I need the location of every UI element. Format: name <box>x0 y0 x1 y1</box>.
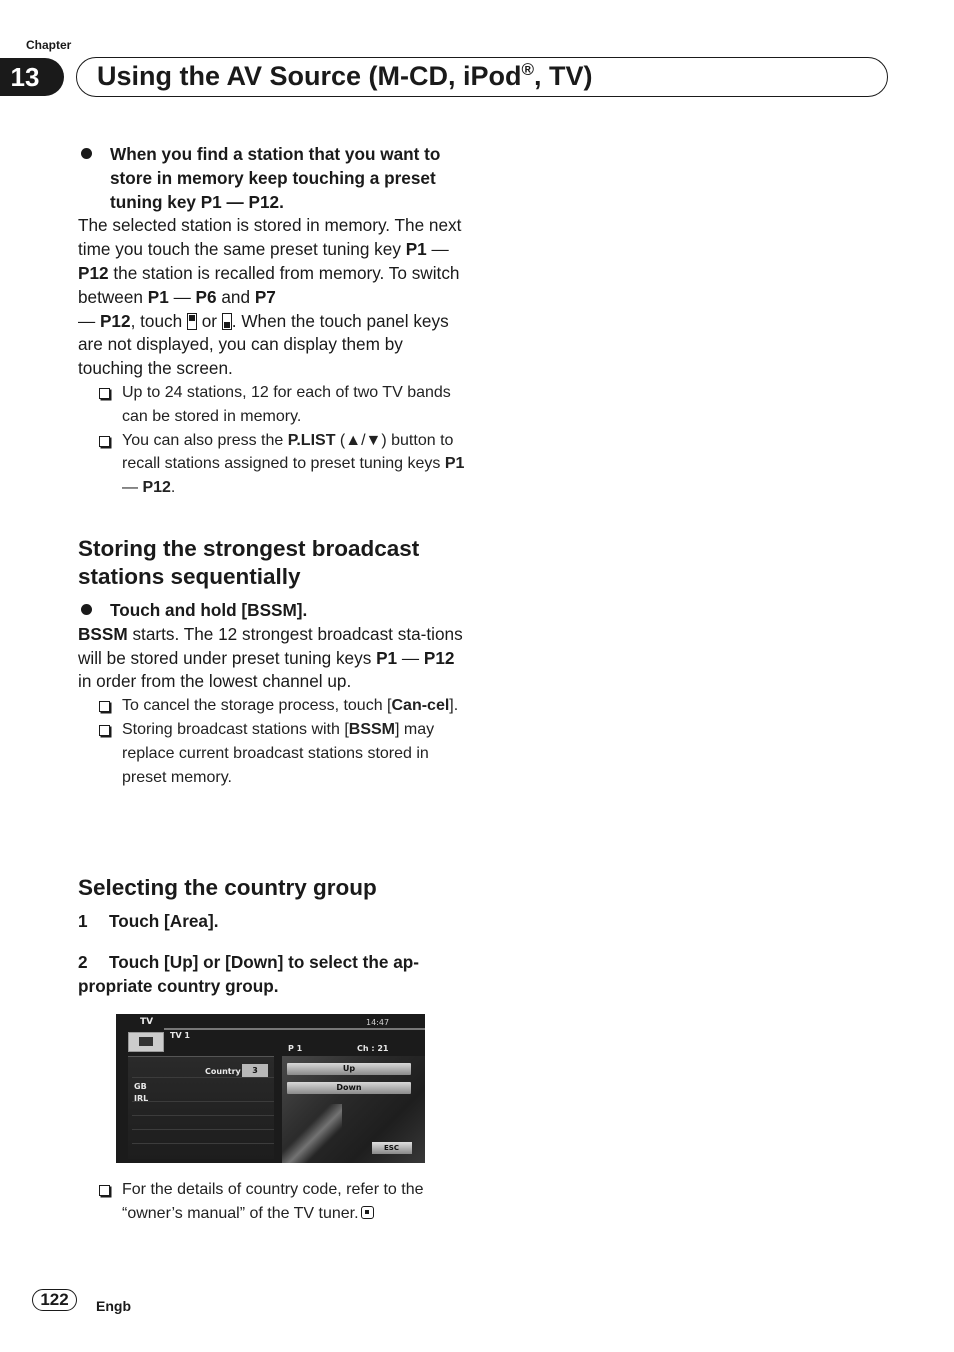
key-label: P12 <box>423 647 455 668</box>
bullet-dot-icon <box>81 604 92 615</box>
step-number: 1 <box>78 911 88 931</box>
dash: — <box>397 647 424 668</box>
section-country-note <box>78 1178 470 1226</box>
section-bssm <box>78 535 470 789</box>
chapter-title-box <box>76 57 888 97</box>
tv-country-screenshot <box>116 1014 425 1163</box>
channel-label: Ch : 21 <box>357 1044 389 1053</box>
note-text: ] may replace current broadcast stations stored in preset memory. <box>122 720 435 786</box>
dash: — <box>122 479 143 497</box>
key-label: BSSM <box>348 720 396 738</box>
body-text: , touch <box>130 310 187 331</box>
key-label: P12 <box>99 310 131 331</box>
down-button[interactable]: Down <box>287 1082 411 1094</box>
note-text: (▲/▼) button to recall stations assigned to preset tuning keys <box>122 431 454 473</box>
note-text: Up to 24 stations, 12 for each of two TV bands can be stored in memory. <box>122 383 451 425</box>
key-label: P6 <box>195 286 217 307</box>
step-2 <box>78 951 470 999</box>
note-checkbox-icon <box>99 436 110 447</box>
key-label: P1 <box>405 239 427 260</box>
key-label: P7 <box>254 286 276 307</box>
list-divider <box>132 1115 274 1116</box>
light-sweep-decoration <box>282 1104 342 1163</box>
step-text: Touch [Area]. <box>109 911 219 931</box>
instruction-text: When you find a station that you want to store in memory keep touching a preset tuning key P1 — P12. <box>110 144 441 212</box>
instruction-bullet <box>78 599 470 623</box>
page-number: 122 <box>32 1289 77 1311</box>
list-divider <box>132 1143 274 1144</box>
note-item <box>78 381 470 429</box>
tv-source-icon <box>128 1032 164 1052</box>
step-text: Touch [Up] or [Down] to select the ap-propriate country group. <box>78 951 419 996</box>
note-item <box>78 429 470 500</box>
step-1 <box>78 910 470 934</box>
chapter-label: Chapter <box>26 38 72 52</box>
note-text: For the details of country code, refer to the “owner’s manual” of the TV tuner. <box>122 1181 424 1222</box>
list-divider <box>132 1129 274 1130</box>
section-heading: Storing the strongest broadcast stations sequentially <box>78 536 420 589</box>
chapter-title-end: , TV) <box>534 61 593 91</box>
key-label: P12 <box>78 262 109 283</box>
list-divider <box>132 1101 274 1102</box>
band-label: TV 1 <box>170 1031 190 1040</box>
key-label: P.LIST <box>287 431 336 449</box>
instruction-bullet <box>78 143 470 214</box>
country-label: Country <box>205 1067 241 1076</box>
dash: — <box>168 286 196 307</box>
dash: — <box>426 239 449 260</box>
note-checkbox-icon <box>99 388 110 399</box>
dash: — <box>78 310 100 331</box>
note-text: Storing broadcast stations with [ <box>122 720 349 738</box>
chapter-number-tab: 13 <box>0 58 64 96</box>
language-code: Engb <box>96 1298 131 1314</box>
instruction-text: Touch and hold [BSSM]. <box>110 600 308 620</box>
list-item[interactable]: GB <box>134 1082 147 1091</box>
list-divider <box>132 1077 274 1078</box>
note-item <box>78 718 470 789</box>
clock: 14:47 <box>366 1018 390 1027</box>
preset-label: P 1 <box>288 1044 303 1053</box>
note-item <box>78 694 470 718</box>
step-number: 2 <box>78 951 88 972</box>
key-label: P12 <box>142 479 171 497</box>
chapter-title <box>97 60 593 92</box>
tv-source-label: TV <box>140 1017 154 1027</box>
body-paragraph <box>78 623 470 694</box>
note-checkbox-icon <box>99 701 110 712</box>
note-item <box>78 1178 470 1226</box>
key-label: P1 <box>444 455 465 473</box>
key-label: P1 <box>147 286 169 307</box>
up-button[interactable]: Up <box>287 1063 411 1075</box>
top-divider <box>164 1028 425 1030</box>
key-label: Can-cel <box>391 697 450 715</box>
body-text: in order from the lowest channel up. <box>78 671 352 692</box>
body-text: starts. The 12 strongest broadcast sta-tions will be stored under preset tuning keys <box>78 623 463 668</box>
chapter-title-main: Using the AV Source (M-CD, iPod <box>97 61 522 91</box>
preset-down-touch-icon <box>222 313 232 330</box>
note-checkbox-icon <box>99 1185 110 1196</box>
country-value: 3 <box>242 1064 268 1077</box>
note-text: . <box>170 479 176 497</box>
key-label: BSSM <box>78 623 128 644</box>
note-text: To cancel the storage process, touch [ <box>122 697 392 715</box>
body-text: the station is recalled from memory. To switch between <box>78 262 460 307</box>
body-text: The selected station is stored in memory. The next time you touch the same preset tuning key <box>78 215 462 260</box>
note-checkbox-icon <box>99 725 110 736</box>
end-of-section-icon <box>361 1206 374 1219</box>
bullet-dot-icon <box>81 148 92 159</box>
preset-up-touch-icon <box>187 313 197 330</box>
key-label: P1 <box>376 647 398 668</box>
body-text: or <box>196 310 222 331</box>
body-text: . When the touch panel keys are not displayed, you can display them by touching the screen. <box>78 310 449 379</box>
note-text: You can also press the <box>122 431 288 449</box>
body-paragraph <box>78 214 470 381</box>
registered-mark: ® <box>521 60 535 79</box>
section-heading: Selecting the country group <box>78 875 377 900</box>
note-text: ]. <box>449 697 459 715</box>
list-item[interactable]: IRL <box>134 1094 149 1103</box>
body-text: and <box>216 286 255 307</box>
section-store-preset <box>78 143 470 500</box>
section-country-group <box>78 874 470 998</box>
esc-button[interactable]: ESC <box>372 1142 412 1154</box>
